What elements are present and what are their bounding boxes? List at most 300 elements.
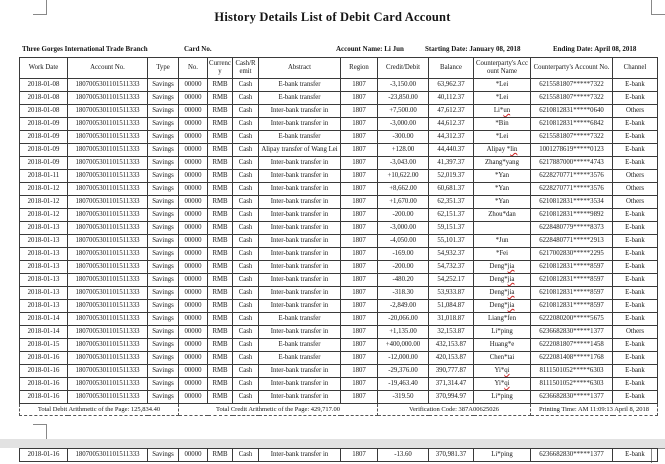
cell-currency: RMB: [208, 157, 233, 170]
cell-cash-remit: Cash: [233, 157, 259, 170]
cell-channel: E-bank: [613, 313, 658, 326]
cell-credit-debit: +1,670.00: [378, 196, 429, 209]
cell-region: 1807: [341, 261, 378, 274]
cell-credit-debit: -200.00: [378, 261, 429, 274]
cell-cash-remit: Cash: [233, 170, 259, 183]
cell-type: Savings: [148, 105, 179, 118]
cell-no: 00000: [179, 261, 208, 274]
cell-no: 00000: [179, 352, 208, 365]
cell-region: 1807: [341, 131, 378, 144]
cell-credit-debit: -19,463.40: [378, 378, 429, 391]
cell-cash-remit: Cash: [233, 144, 259, 157]
cell-counterparty-name: [474, 235, 531, 248]
cell-channel: Others: [613, 105, 658, 118]
cell-abstract: Inter-bank transfer in: [259, 170, 341, 183]
cell-channel: E-bank: [613, 365, 658, 378]
table-row: [20, 261, 658, 274]
cell-counterparty-name: [474, 209, 531, 222]
cell-balance: 62,351.37: [429, 196, 474, 209]
cell-cash-remit: Cash: [233, 339, 259, 352]
cell-cash-remit: Cash: [233, 235, 259, 248]
cell-counterparty-no: 6228270771*****3576: [531, 183, 613, 196]
cell-work-date: 2018-01-14: [20, 313, 68, 326]
cell-work-date: 2018-01-13: [20, 235, 68, 248]
cell-credit-debit: +10,622.00: [378, 170, 429, 183]
cell-counterparty-no: 6210812831*****9892: [531, 209, 613, 222]
cell-work-date: 2018-01-13: [20, 222, 68, 235]
cell-counterparty-name: [474, 118, 531, 131]
cell-counterparty-no: 6228270771*****3576: [531, 170, 613, 183]
cell-counterparty-name: [474, 313, 531, 326]
cell-no: 00000: [179, 196, 208, 209]
cell-channel: Others: [613, 170, 658, 183]
cell-region: 1807: [341, 183, 378, 196]
cell-channel: E-bank: [613, 391, 658, 404]
cell-counterparty-name: [474, 170, 531, 183]
cell-cash-remit: Cash: [233, 92, 259, 105]
cell-counterparty-no: 6222081807*****1458: [531, 339, 613, 352]
cell-type: Savings: [148, 365, 179, 378]
counterparty-name-text: Deng*: [489, 289, 508, 297]
cell-abstract: Inter-bank transfer in: [259, 248, 341, 261]
table-row: [20, 92, 658, 105]
cell-cash-remit: Cash: [233, 79, 259, 92]
cell-currency: RMB: [208, 365, 233, 378]
cell-work-date: 2018-01-16: [20, 365, 68, 378]
cell-channel: E-bank: [613, 300, 658, 313]
table-row: [20, 144, 658, 157]
cell-type: Savings: [148, 449, 179, 462]
cell-work-date: 2018-01-09: [20, 131, 68, 144]
cell-abstract: Inter-bank transfer in: [259, 300, 341, 313]
cell-currency: RMB: [208, 92, 233, 105]
cell-counterparty-name: [474, 157, 531, 170]
cell-balance: 41,397.37: [429, 157, 474, 170]
cell-account-no: 1807005301101511333: [68, 235, 148, 248]
cell-no: 00000: [179, 313, 208, 326]
cell-account-no: 1807005301101511333: [68, 157, 148, 170]
cell-no: 00000: [179, 378, 208, 391]
cell-type: Savings: [148, 339, 179, 352]
cell-balance: 52,019.37: [429, 170, 474, 183]
cell-region: 1807: [341, 378, 378, 391]
cell-type: Savings: [148, 209, 179, 222]
table-row: [20, 235, 658, 248]
cell-region: 1807: [341, 326, 378, 339]
cell-abstract: Inter-bank transfer in: [259, 326, 341, 339]
table-row: [20, 313, 658, 326]
counterparty-name-text: Deng*: [489, 263, 508, 271]
cell-currency: RMB: [208, 131, 233, 144]
account-name: Account Name: Li Jun: [336, 45, 404, 53]
cell-balance: 59,151.37: [429, 222, 474, 235]
cell-channel: E-bank: [613, 92, 658, 105]
cell-account-no: 1807005301101511333: [68, 144, 148, 157]
counterparty-name-text: Li*: [493, 107, 504, 115]
cell-cash-remit: Cash: [233, 300, 259, 313]
cell-abstract: Inter-bank transfer in: [259, 365, 341, 378]
cell-cash-remit: Cash: [233, 209, 259, 222]
cell-no: 00000: [179, 274, 208, 287]
cell-cash-remit: Cash: [233, 131, 259, 144]
cell-cash-remit: Cash: [233, 196, 259, 209]
cell-balance: 32,153.87: [429, 326, 474, 339]
cell-cash-remit: Cash: [233, 391, 259, 404]
cell-channel: Others: [613, 183, 658, 196]
table-header-row: [20, 58, 658, 79]
cell-cash-remit: Cash: [233, 449, 259, 462]
cell-work-date: 2018-01-13: [20, 261, 68, 274]
cell-currency: RMB: [208, 235, 233, 248]
cell-cash-remit: Cash: [233, 118, 259, 131]
cell-channel: E-bank: [613, 131, 658, 144]
cell-credit-debit: -3,043.00: [378, 157, 429, 170]
cell-abstract: E-bank transfer: [259, 79, 341, 92]
cell-region: 1807: [341, 300, 378, 313]
cell-channel: E-bank: [613, 449, 658, 462]
counterparty-name-spellcheck: qi: [504, 380, 510, 388]
cell-channel: Others: [613, 196, 658, 209]
cell-counterparty-name: [474, 339, 531, 352]
cell-counterparty-no: 6236682830*****1377: [531, 449, 613, 462]
cell-region: 1807: [341, 144, 378, 157]
cell-counterparty-name: [474, 222, 531, 235]
cell-type: Savings: [148, 313, 179, 326]
counterparty-name-text: *Fei: [495, 250, 509, 258]
counterparty-name-text: *Lei: [495, 81, 509, 89]
verification-code: Verification Code: 387A00625026: [378, 404, 531, 416]
cell-account-no: 1807005301101511333: [68, 287, 148, 300]
cell-cash-remit: Cash: [233, 326, 259, 339]
cell-credit-debit: +128.00: [378, 144, 429, 157]
counterparty-name-spellcheck: jia: [507, 276, 515, 284]
statement-table: [19, 57, 658, 416]
cell-credit-debit: -23,850.00: [378, 92, 429, 105]
cell-account-no: 1807005301101511333: [68, 313, 148, 326]
cell-abstract: E-bank transfer: [259, 313, 341, 326]
cell-credit-debit: -300.00: [378, 131, 429, 144]
cell-counterparty-no: 6210812831*****6842: [531, 118, 613, 131]
cell-abstract: Inter-bank transfer in: [259, 105, 341, 118]
cell-abstract: Inter-bank transfer in: [259, 157, 341, 170]
cell-currency: RMB: [208, 449, 233, 462]
cell-counterparty-name: [474, 248, 531, 261]
cell-no: 00000: [179, 339, 208, 352]
cell-no: 00000: [179, 209, 208, 222]
cell-currency: RMB: [208, 183, 233, 196]
col-credit-debit: Credit/Debit: [378, 58, 429, 79]
table-row: [20, 326, 658, 339]
cell-channel: E-bank: [613, 274, 658, 287]
table-row: [20, 118, 658, 131]
cell-account-no: 1807005301101511333: [68, 300, 148, 313]
cell-credit-debit: -13.60: [378, 449, 429, 462]
total-debit: Total Debit Arithmetic of the Page: 125,834.40: [20, 404, 179, 416]
cell-region: 1807: [341, 209, 378, 222]
cell-no: 00000: [179, 326, 208, 339]
cell-currency: RMB: [208, 326, 233, 339]
cell-channel: E-bank: [613, 352, 658, 365]
table-row: [20, 352, 658, 365]
counterparty-name-spellcheck: jia: [507, 289, 515, 297]
cell-region: 1807: [341, 287, 378, 300]
cell-account-no: 1807005301101511333: [68, 378, 148, 391]
cell-currency: RMB: [208, 79, 233, 92]
cell-counterparty-no: 6210812831*****0640: [531, 105, 613, 118]
cell-credit-debit: -169.00: [378, 248, 429, 261]
cell-channel: E-bank: [613, 235, 658, 248]
table-row: [20, 274, 658, 287]
cell-channel: E-bank: [613, 222, 658, 235]
cell-currency: RMB: [208, 352, 233, 365]
cell-credit-debit: -29,376.00: [378, 365, 429, 378]
cell-no: 00000: [179, 157, 208, 170]
cell-type: Savings: [148, 131, 179, 144]
cell-counterparty-name: [474, 79, 531, 92]
cell-cash-remit: Cash: [233, 365, 259, 378]
cell-account-no: 1807005301101511333: [68, 105, 148, 118]
cell-no: 00000: [179, 235, 208, 248]
cell-balance: 40,112.37: [429, 92, 474, 105]
cell-work-date: 2018-01-16: [20, 378, 68, 391]
cell-region: 1807: [341, 196, 378, 209]
cell-work-date: 2018-01-16: [20, 352, 68, 365]
cell-counterparty-name: [474, 144, 531, 157]
cell-type: Savings: [148, 92, 179, 105]
starting-date: Starting Date: January 08, 2018: [425, 45, 521, 53]
cell-channel: E-bank: [613, 118, 658, 131]
cell-work-date: 2018-01-09: [20, 118, 68, 131]
cell-work-date: 2018-01-09: [20, 144, 68, 157]
table-row: [20, 449, 658, 462]
cell-credit-debit: -319.50: [378, 391, 429, 404]
cell-currency: RMB: [208, 170, 233, 183]
cell-channel: E-bank: [613, 144, 658, 157]
table-row: [20, 79, 658, 92]
table-row: [20, 300, 658, 313]
total-credit: Total Credit Arithmetic of the Page: 429,717.00: [179, 404, 378, 416]
col-cash-remit: Cash/Remit: [233, 58, 259, 79]
cell-region: 1807: [341, 313, 378, 326]
cell-work-date: 2018-01-16: [20, 449, 68, 462]
cell-abstract: Inter-bank transfer in: [259, 287, 341, 300]
cell-credit-debit: +400,000.00: [378, 339, 429, 352]
cell-currency: RMB: [208, 118, 233, 131]
cell-counterparty-name: [474, 261, 531, 274]
counterparty-name-text: Yi*: [494, 380, 505, 388]
col-region: Region: [341, 58, 378, 79]
cell-account-no: 1807005301101511333: [68, 79, 148, 92]
cell-counterparty-no: 6210812831*****8597: [531, 261, 613, 274]
cell-credit-debit: -480.20: [378, 274, 429, 287]
cell-abstract: Inter-bank transfer in: [259, 261, 341, 274]
cell-region: 1807: [341, 170, 378, 183]
cell-work-date: 2018-01-14: [20, 326, 68, 339]
cell-work-date: 2018-01-13: [20, 300, 68, 313]
cell-counterparty-no: 6210812831*****8597: [531, 274, 613, 287]
cell-channel: E-bank: [613, 339, 658, 352]
cell-work-date: 2018-01-12: [20, 183, 68, 196]
cell-abstract: Alipay transfer of Wang Lei: [259, 144, 341, 157]
cell-type: Savings: [148, 261, 179, 274]
cell-no: 00000: [179, 183, 208, 196]
cell-currency: RMB: [208, 274, 233, 287]
cell-balance: 47,612.37: [429, 105, 474, 118]
cell-counterparty-name: [474, 365, 531, 378]
cell-region: 1807: [341, 449, 378, 462]
counterparty-name-spellcheck: jia: [507, 263, 515, 271]
cell-work-date: 2018-01-13: [20, 248, 68, 261]
cell-abstract: Inter-bank transfer in: [259, 391, 341, 404]
cell-work-date: 2018-01-08: [20, 105, 68, 118]
table-row: [20, 378, 658, 391]
cell-abstract: Inter-bank transfer in: [259, 274, 341, 287]
counterparty-name-text: *Yan: [494, 172, 510, 180]
cell-account-no: 1807005301101511333: [68, 261, 148, 274]
crop-mark-bottom-left: [33, 424, 47, 439]
cell-counterparty-name: [474, 287, 531, 300]
cell-balance: 63,962.37: [429, 79, 474, 92]
cell-type: Savings: [148, 144, 179, 157]
cell-account-no: 1807005301101511333: [68, 118, 148, 131]
table-row: [20, 183, 658, 196]
cell-counterparty-no: 6215581807*****7322: [531, 79, 613, 92]
cell-account-no: 1807005301101511333: [68, 391, 148, 404]
cell-abstract: Inter-bank transfer in: [259, 196, 341, 209]
cell-type: Savings: [148, 287, 179, 300]
cell-no: 00000: [179, 449, 208, 462]
table-row: [20, 209, 658, 222]
cell-region: 1807: [341, 248, 378, 261]
cell-no: 00000: [179, 248, 208, 261]
cell-credit-debit: +8,662.00: [378, 183, 429, 196]
cell-no: 00000: [179, 300, 208, 313]
cell-counterparty-no: 8111501052*****6303: [531, 378, 613, 391]
cell-balance: 390,777.87: [429, 365, 474, 378]
card-no-label: Card No.: [184, 45, 212, 53]
cell-counterparty-name: [474, 300, 531, 313]
cell-balance: 432,153.87: [429, 339, 474, 352]
cell-credit-debit: -4,050.00: [378, 235, 429, 248]
cell-credit-debit: +7,500.00: [378, 105, 429, 118]
cell-work-date: 2018-01-13: [20, 287, 68, 300]
table-body: [20, 79, 658, 404]
cell-balance: 54,252.17: [429, 274, 474, 287]
cell-channel: E-bank: [613, 261, 658, 274]
cell-type: Savings: [148, 118, 179, 131]
cell-region: 1807: [341, 391, 378, 404]
cell-balance: 420,153.87: [429, 352, 474, 365]
cell-credit-debit: -12,000.00: [378, 352, 429, 365]
cell-abstract: Inter-bank transfer in: [259, 209, 341, 222]
cell-cash-remit: Cash: [233, 378, 259, 391]
cell-channel: E-bank: [613, 209, 658, 222]
counterparty-name-text: *Bin: [495, 120, 509, 128]
cell-no: 00000: [179, 131, 208, 144]
cell-account-no: 1807005301101511333: [68, 92, 148, 105]
cell-counterparty-no: 6228480771*****2913: [531, 235, 613, 248]
cell-balance: 62,151.37: [429, 209, 474, 222]
cell-cash-remit: Cash: [233, 105, 259, 118]
col-counterparty-no: Counterparty's Account No.: [531, 58, 613, 79]
cell-channel: E-bank: [613, 287, 658, 300]
cell-work-date: 2018-01-08: [20, 79, 68, 92]
cell-channel: Others: [613, 326, 658, 339]
cell-balance: 44,312.37: [429, 131, 474, 144]
cell-counterparty-no: 1001278619*****0123: [531, 144, 613, 157]
cell-no: 00000: [179, 170, 208, 183]
page-break-gap: [0, 439, 665, 448]
cell-account-no: 1807005301101511333: [68, 365, 148, 378]
cell-currency: RMB: [208, 313, 233, 326]
cell-cash-remit: Cash: [233, 287, 259, 300]
cell-channel: E-bank: [613, 79, 658, 92]
cell-counterparty-no: 6222081408*****1768: [531, 352, 613, 365]
col-abstract: Abstract: [259, 58, 341, 79]
table-row: [20, 157, 658, 170]
cell-currency: RMB: [208, 144, 233, 157]
cell-counterparty-no: 6215581807*****7322: [531, 131, 613, 144]
cell-type: Savings: [148, 79, 179, 92]
table-row: [20, 222, 658, 235]
cell-credit-debit: -318.30: [378, 287, 429, 300]
cell-abstract: Inter-bank transfer in: [259, 378, 341, 391]
cell-no: 00000: [179, 287, 208, 300]
cell-type: Savings: [148, 157, 179, 170]
cell-counterparty-no: 6210812831*****8597: [531, 300, 613, 313]
cell-channel: E-bank: [613, 157, 658, 170]
cell-region: 1807: [341, 339, 378, 352]
cell-credit-debit: -3,000.00: [378, 118, 429, 131]
cell-account-no: 1807005301101511333: [68, 131, 148, 144]
cell-no: 00000: [179, 222, 208, 235]
cell-currency: RMB: [208, 261, 233, 274]
cell-counterparty-name: [474, 105, 531, 118]
cell-cash-remit: Cash: [233, 261, 259, 274]
cell-region: 1807: [341, 105, 378, 118]
cell-account-no: 1807005301101511333: [68, 196, 148, 209]
col-no: No.: [179, 58, 208, 79]
counterparty-name-text: Yi*: [494, 367, 505, 375]
cell-cash-remit: Cash: [233, 274, 259, 287]
counterparty-name-spellcheck: un: [503, 107, 511, 115]
cell-currency: RMB: [208, 378, 233, 391]
page-title: History Details List of Debit Card Account: [214, 10, 451, 24]
cell-type: Savings: [148, 170, 179, 183]
cell-type: Savings: [148, 235, 179, 248]
cell-counterparty-no: 6228480779*****8373: [531, 222, 613, 235]
cell-no: 00000: [179, 105, 208, 118]
cell-counterparty-no: 6236682830*****1377: [531, 391, 613, 404]
cell-type: Savings: [148, 391, 179, 404]
cell-type: Savings: [148, 222, 179, 235]
counterparty-name-text: *Yan: [494, 185, 510, 193]
cell-account-no: 1807005301101511333: [68, 222, 148, 235]
cell-credit-debit: -200.00: [378, 209, 429, 222]
cell-work-date: 2018-01-11: [20, 170, 68, 183]
page-totals-row: [20, 404, 658, 416]
cell-work-date: 2018-01-15: [20, 339, 68, 352]
cell-abstract: Inter-bank transfer in: [259, 449, 341, 462]
cell-credit-debit: +1,135.00: [378, 326, 429, 339]
cell-account-no: 1807005301101511333: [68, 183, 148, 196]
ending-date: Ending Date: April 08, 2018: [553, 45, 637, 53]
cell-type: Savings: [148, 248, 179, 261]
cell-work-date: 2018-01-13: [20, 274, 68, 287]
cell-account-no: 1807005301101511333: [68, 209, 148, 222]
cell-counterparty-no: 6236682830*****1377: [531, 326, 613, 339]
cell-type: Savings: [148, 274, 179, 287]
